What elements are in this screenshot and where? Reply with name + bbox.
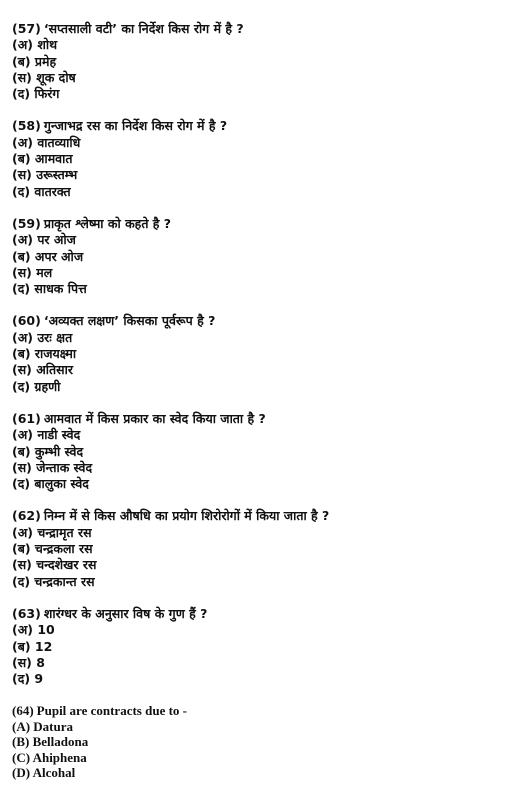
option-c: (स) उरूस्तम्भ	[12, 167, 78, 183]
question-number: (59)	[12, 215, 41, 231]
option-b: (ब) प्रमेह	[12, 53, 57, 69]
option-a: (अ) चन्द्रामृत रस	[12, 524, 92, 540]
question-text	[12, 118, 502, 134]
option-b: (ब) अपर ओज	[12, 248, 84, 264]
option-d: (D) Alcohal	[12, 765, 76, 781]
question-number: (60)	[12, 313, 41, 329]
question-number: (63)	[12, 605, 41, 621]
question-stem: प्राकृत श्लेष्मा को कहते है ?	[43, 215, 172, 231]
option-a: (अ) शोथ	[12, 37, 58, 53]
option-c: (स) मल	[12, 264, 53, 280]
question-number: (62)	[12, 508, 41, 524]
option-a: (अ) 10	[12, 622, 55, 638]
option-c: (स) अतिसार	[12, 362, 73, 378]
question-59	[12, 216, 502, 297]
option-b: (ब) आमवात	[12, 151, 73, 167]
option-a: (A) Datura	[12, 718, 74, 734]
option-b: (ब) कुम्भी स्वेद	[12, 443, 84, 459]
option-c: (C) Ahiphena	[12, 749, 87, 765]
question-text	[12, 508, 502, 524]
question-61	[12, 411, 502, 492]
question-text	[12, 703, 502, 718]
option-d: (द) बालुका स्वेद	[12, 476, 89, 492]
question-stem: ‘अव्यक्त लक्षण’ किसका पूर्वरूप है ?	[43, 313, 216, 329]
option-b: (B) Belladona	[12, 734, 89, 750]
question-63	[12, 606, 502, 687]
option-a: (अ) नाडी स्वेद	[12, 427, 81, 443]
question-text	[12, 606, 502, 622]
question-number: (58)	[12, 118, 41, 134]
option-c: (स) शूक दोष	[12, 69, 76, 85]
question-57	[12, 21, 502, 102]
option-c: (स) 8	[12, 654, 45, 670]
option-a: (अ) वातव्याधि	[12, 134, 81, 150]
option-c: (स) जेन्ताक स्वेद	[12, 459, 93, 475]
question-text	[12, 313, 502, 329]
question-text	[12, 216, 502, 232]
question-number: (64)	[12, 703, 34, 719]
question-62	[12, 508, 502, 589]
question-stem: आमवात में किस प्रकार का स्वेद किया जाता है ?	[43, 410, 266, 426]
option-b: (ब) 12	[12, 638, 53, 654]
option-d: (द) ग्रहणी	[12, 378, 61, 394]
option-c: (स) चन्दशेखर रस	[12, 557, 97, 573]
option-d: (द) 9	[12, 671, 44, 687]
question-60	[12, 313, 502, 394]
option-d: (द) वातरक्त	[12, 183, 71, 199]
question-stem: गुन्जाभद्र रस का निर्देश किस रोग में है ?	[43, 118, 228, 134]
option-d: (द) फिरंग	[12, 86, 60, 102]
question-stem: शारंग्धर के अनुसार विष के गुण हैं ?	[43, 605, 208, 621]
option-b: (ब) राजयक्ष्मा	[12, 346, 77, 362]
question-58	[12, 118, 502, 199]
question-text	[12, 21, 502, 37]
option-d: (द) साधक पित्त	[12, 281, 87, 297]
question-sheet	[12, 21, 502, 780]
option-a: (अ) उरः क्षत	[12, 329, 73, 345]
question-stem: Pupil are contracts due to -	[36, 703, 187, 719]
option-d: (द) चन्द्रकान्त रस	[12, 573, 95, 589]
question-text	[12, 411, 502, 427]
question-64	[12, 703, 502, 780]
question-number: (61)	[12, 410, 41, 426]
option-a: (अ) पर ओज	[12, 232, 76, 248]
question-stem: निम्न में से किस औषधि का प्रयोग शिरोरोगों में किया जाता है ?	[43, 508, 330, 524]
option-b: (ब) चन्द्रकला रस	[12, 541, 93, 557]
question-number: (57)	[12, 21, 41, 36]
question-stem: ‘सप्तसाली वटी’ का निर्देश किस रोग में है ?	[43, 21, 244, 36]
